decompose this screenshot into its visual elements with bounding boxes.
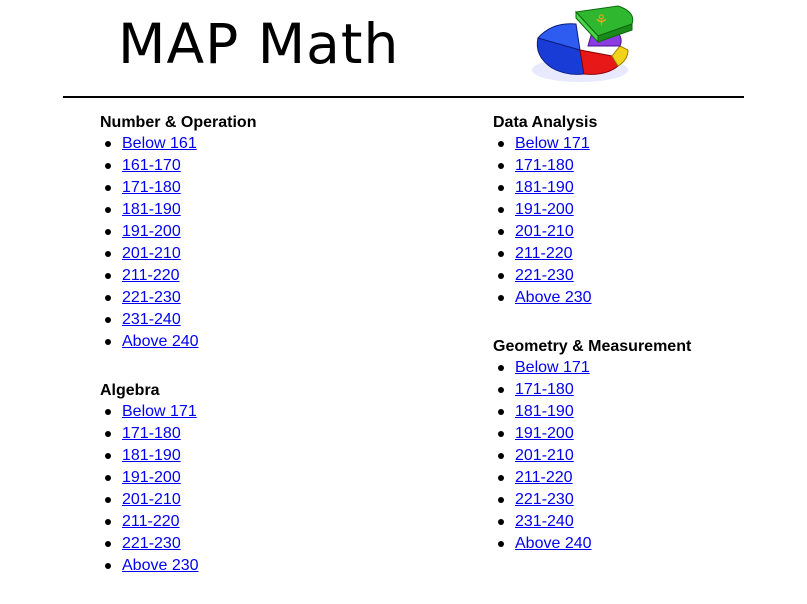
bullet-icon	[498, 409, 504, 415]
score-range-link[interactable]: 221-230	[515, 267, 574, 284]
score-range-link[interactable]: 171-180	[515, 381, 574, 398]
bullet-icon	[498, 497, 504, 503]
score-range-link[interactable]: 191-200	[122, 223, 181, 240]
bullet-icon	[498, 365, 504, 371]
score-range-link[interactable]: 201-210	[122, 491, 181, 508]
section-heading: Number & Operation	[100, 114, 257, 131]
score-range-link[interactable]: 211-220	[515, 245, 573, 262]
link-list	[100, 401, 256, 577]
list-item	[493, 511, 691, 533]
bullet-icon	[498, 475, 504, 481]
list-item	[493, 401, 691, 423]
list-item	[100, 533, 256, 555]
section-heading: Algebra	[100, 382, 160, 399]
bullet-icon	[105, 409, 111, 415]
bullet-icon	[498, 453, 504, 459]
link-list	[493, 357, 691, 555]
bullet-icon	[105, 185, 111, 191]
score-range-link[interactable]: 161-170	[122, 157, 181, 174]
bullet-icon	[105, 229, 111, 235]
bullet-icon	[105, 207, 111, 213]
score-range-link[interactable]: 221-230	[122, 535, 181, 552]
bullet-icon	[105, 431, 111, 437]
section-number-operation	[100, 112, 256, 353]
bullet-icon	[105, 317, 111, 323]
bullet-icon	[105, 541, 111, 547]
svg-text:⚘: ⚘	[594, 11, 609, 30]
list-item	[100, 511, 256, 533]
list-item	[493, 221, 691, 243]
bullet-icon	[498, 185, 504, 191]
list-item	[493, 467, 691, 489]
list-item	[493, 265, 691, 287]
list-item	[100, 199, 256, 221]
section-heading: Data Analysis	[493, 114, 598, 131]
bullet-icon	[105, 475, 111, 481]
bullet-icon	[105, 141, 111, 147]
list-item	[100, 467, 256, 489]
section-data-analysis	[493, 112, 691, 309]
list-item	[493, 357, 691, 379]
bullet-icon	[498, 387, 504, 393]
score-range-link[interactable]: Above 240	[515, 535, 592, 552]
section-algebra	[100, 380, 256, 577]
bullet-icon	[498, 541, 504, 547]
list-item	[100, 445, 256, 467]
list-item	[100, 287, 256, 309]
bullet-icon	[105, 273, 111, 279]
score-range-link[interactable]: Below 161	[122, 135, 197, 152]
list-item	[100, 155, 256, 177]
list-item	[493, 423, 691, 445]
bullet-icon	[105, 497, 111, 503]
score-range-link[interactable]: 191-200	[515, 201, 574, 218]
list-item	[493, 533, 691, 555]
bullet-icon	[498, 163, 504, 169]
score-range-link[interactable]: Above 240	[122, 333, 199, 350]
bullet-icon	[498, 207, 504, 213]
list-item	[100, 331, 256, 353]
bullet-icon	[498, 273, 504, 279]
list-item	[493, 177, 691, 199]
score-range-link[interactable]: Below 171	[122, 403, 197, 420]
bullet-icon	[105, 295, 111, 301]
score-range-link[interactable]: 201-210	[515, 223, 574, 240]
list-item	[100, 177, 256, 199]
list-item	[100, 221, 256, 243]
right-column	[493, 112, 691, 582]
score-range-link[interactable]: 221-230	[515, 491, 574, 508]
bullet-icon	[498, 251, 504, 257]
score-range-link[interactable]: 211-220	[515, 469, 573, 486]
score-range-link[interactable]: Below 171	[515, 135, 590, 152]
score-range-link[interactable]: 171-180	[122, 425, 181, 442]
score-range-link[interactable]: Above 230	[515, 289, 592, 306]
bullet-icon	[105, 163, 111, 169]
score-range-link[interactable]: Below 171	[515, 359, 590, 376]
list-item	[100, 423, 256, 445]
page-title: MAP Math	[118, 12, 400, 76]
score-range-link[interactable]: 181-190	[122, 201, 181, 218]
list-item	[100, 243, 256, 265]
score-range-link[interactable]: 171-180	[122, 179, 181, 196]
header-divider	[63, 96, 744, 98]
bullet-icon	[498, 229, 504, 235]
link-list	[493, 133, 691, 309]
list-item	[100, 555, 256, 577]
score-range-link[interactable]: 191-200	[515, 425, 574, 442]
list-item	[100, 309, 256, 331]
score-range-link[interactable]: 191-200	[122, 469, 181, 486]
score-range-link[interactable]: 201-210	[122, 245, 181, 262]
score-range-link[interactable]: 181-190	[515, 179, 574, 196]
list-item	[100, 133, 256, 155]
list-item	[100, 265, 256, 287]
bullet-icon	[105, 251, 111, 257]
bullet-icon	[105, 453, 111, 459]
score-range-link[interactable]: 181-190	[122, 447, 181, 464]
list-item	[493, 243, 691, 265]
score-range-link[interactable]: Above 230	[122, 557, 199, 574]
list-item	[493, 155, 691, 177]
section-geometry-measurement	[493, 336, 691, 555]
bullet-icon	[498, 431, 504, 437]
list-item	[493, 445, 691, 467]
list-item	[493, 287, 691, 309]
score-range-link[interactable]: 211-220	[122, 513, 180, 530]
score-range-link[interactable]: 231-240	[515, 513, 574, 530]
list-item	[493, 489, 691, 511]
link-list	[100, 133, 256, 353]
score-range-link[interactable]: 201-210	[515, 447, 574, 464]
bullet-icon	[105, 519, 111, 525]
score-range-link[interactable]: 181-190	[515, 403, 574, 420]
score-range-link[interactable]: 221-230	[122, 289, 181, 306]
score-range-link[interactable]: 231-240	[122, 311, 181, 328]
section-heading: Geometry & Measurement	[493, 338, 692, 355]
bullet-icon	[105, 563, 111, 569]
score-range-link[interactable]: 211-220	[122, 267, 180, 284]
list-item	[493, 199, 691, 221]
bullet-icon	[498, 141, 504, 147]
pie-chart-icon	[528, 2, 640, 88]
bullet-icon	[105, 339, 111, 345]
list-item	[100, 489, 256, 511]
bullet-icon	[498, 295, 504, 301]
left-column	[100, 112, 256, 604]
list-item	[493, 379, 691, 401]
score-range-link[interactable]: 171-180	[515, 157, 574, 174]
list-item	[100, 401, 256, 423]
list-item	[493, 133, 691, 155]
bullet-icon	[498, 519, 504, 525]
